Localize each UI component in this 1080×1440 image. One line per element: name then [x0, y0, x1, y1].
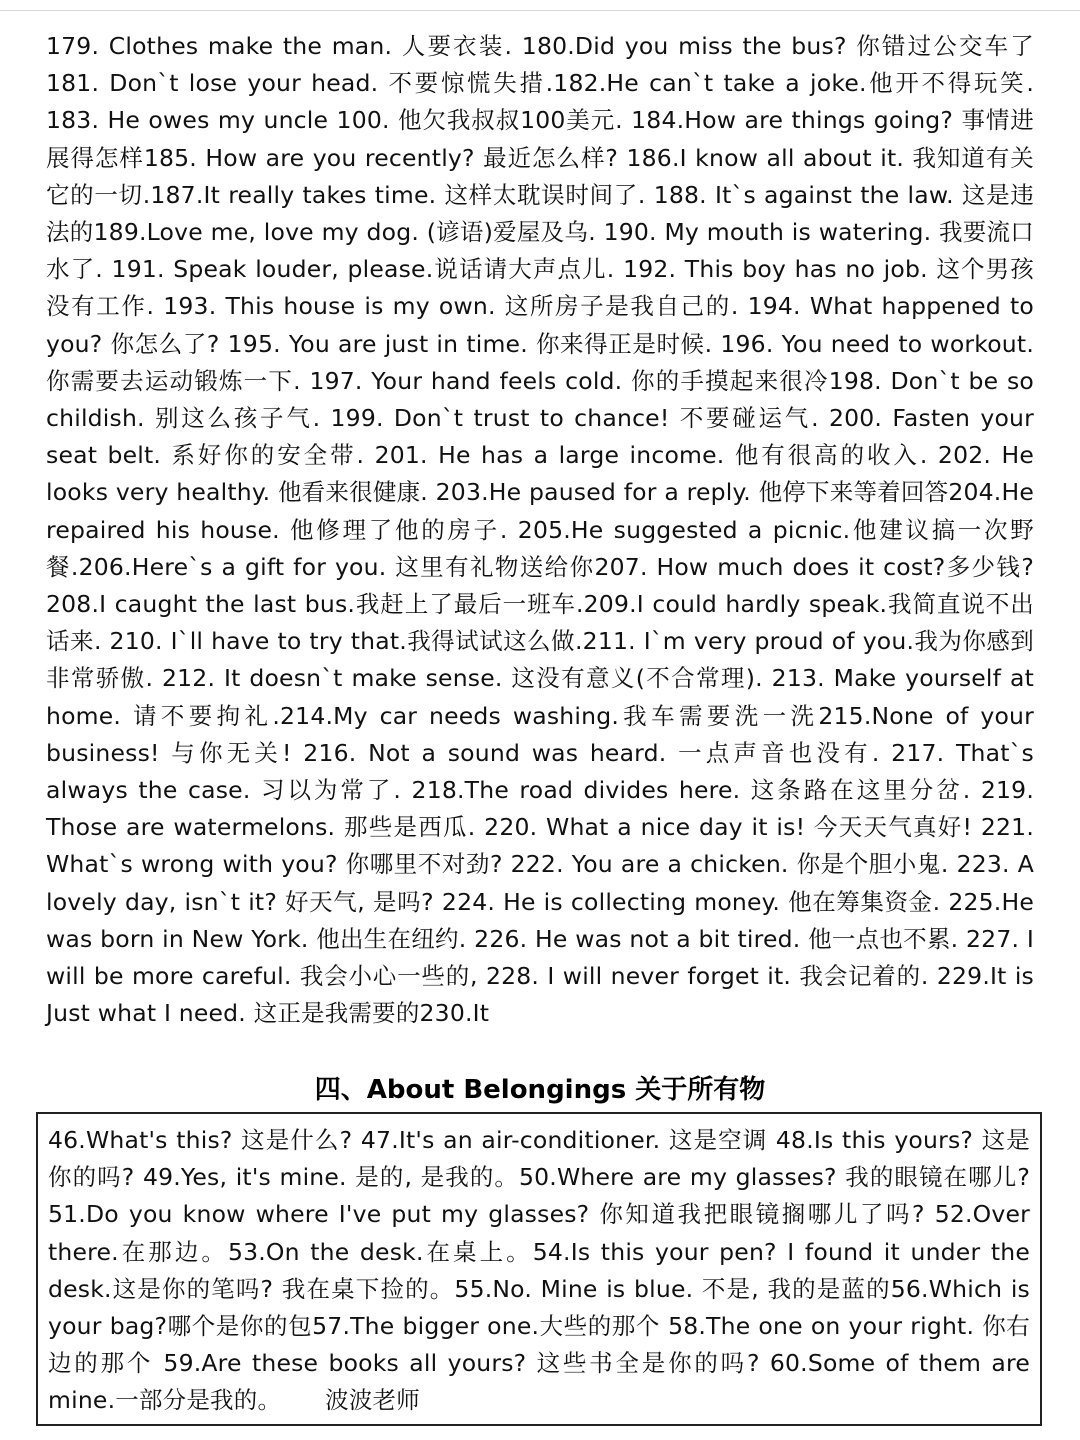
belongings-paragraph — [48, 1122, 1030, 1420]
belongings-text: 46.What's this? 这是什么? 47.It's an air-conditioner. 这是空调 48.Is this yours? 这是你的吗? 49.Yes, it's mine. 是的, 是我的。50.Where are my glasses? 我的眼镜在哪儿? 51.Do you know where I've put my glasses? 你知道我把眼镜搁哪儿了吗? 52.Over there.在那边。53.On the desk.在桌上。54.Is this your pen? I found it under the desk.这是你的笔吗? 我在桌下捡的。55.No. Mine is blue. 不是, 我的是蓝的56.Which is your bag?哪个是你的包57.The bigger one.大些的那个 58.The one on your right. 你右边的那个 59.Are these books all yours? 这些书全是你的吗? 60.Some of them are mine.一部分是我的。 — [48, 1126, 1030, 1415]
top-divider — [0, 10, 1080, 11]
belongings-box — [36, 1112, 1042, 1426]
section-heading: 四、About Belongings 关于所有物 — [314, 1075, 766, 1105]
author-signature: 波波老师 — [325, 1386, 420, 1415]
phrases-paragraph: 179. Clothes make the man. 人要衣装. 180.Did you miss the bus? 你错过公交车了181. Don`t lose your head. 不要惊慌失措.182.He can`t take a joke.他开不得玩笑. 183. He owes my uncle 100. 他欠我叔叔100美元. 184.How are things going? 事情进展得怎样185. How are you recently? 最近怎么样? 186.I know all about it. 我知道有关它的一切.187.It really takes time. 这样太耽误时间了. 188. It`s against the law. 这是违法的189.Love me, love my dog. (谚语)爱屋及乌. 190. My mouth is watering. 我要流口水了. 191. Speak louder, please.说话请大声点儿. 192. This boy has no job. 这个男孩没有工作. 193. This house is my own. 这所房子是我自己的. 194. What happened to you? 你怎么了? 195. You are just in time. 你来得正是时候. 196. You need to workout. 你需要去运动锻炼一下. 197. Your hand feels cold. 你的手摸起来很冷198. Don`t be so childish. 别这么孩子气. 199. Don`t trust to chance! 不要碰运气. 200. Fasten your seat belt. 系好你的安全带. 201. He has a large income. 他有很高的收入. 202. He looks very healthy. 他看来很健康. 203.He paused for a reply. 他停下来等着回答204.He repaired his house. 他修理了他的房子. 205.He suggested a picnic.他建议搞一次野餐.206.Here`s a gift for you. 这里有礼物送给你207. How much does it cost?多少钱?208.I caught the last bus.我赶上了最后一班车.209.I could hardly speak.我简直说不出话来. 210. I`ll have to try that.我得试试这么做.211. I`m very proud of you.我为你感到非常骄傲. 212. It doesn`t make sense. 这没有意义(不合常理). 213. Make yourself at home. 请不要拘礼.214.My car needs washing.我车需要洗一洗215.None of your business! 与你无关! 216. Not a sound was heard. 一点声音也没有. 217. That`s always the case. 习以为常了. 218.The road divides here. 这条路在这里分岔. 219. Those are watermelons. 那些是西瓜. 220. What a nice day it is! 今天天气真好! 221. What`s wrong with you? 你哪里不对劲? 222. You are a chicken. 你是个胆小鬼. 223. A lovely day, isn`t it? 好天气, 是吗? 224. He is collecting money. 他在筹集资金. 225.He was born in New York. 他出生在纽约. 226. He was not a bit tired. 他一点也不累. 227. I will be more careful. 我会小心一些的, 228. I will never forget it. 我会记着的. 229.It is Just what I need. 这正是我需要的230.It — [46, 32, 1034, 1028]
